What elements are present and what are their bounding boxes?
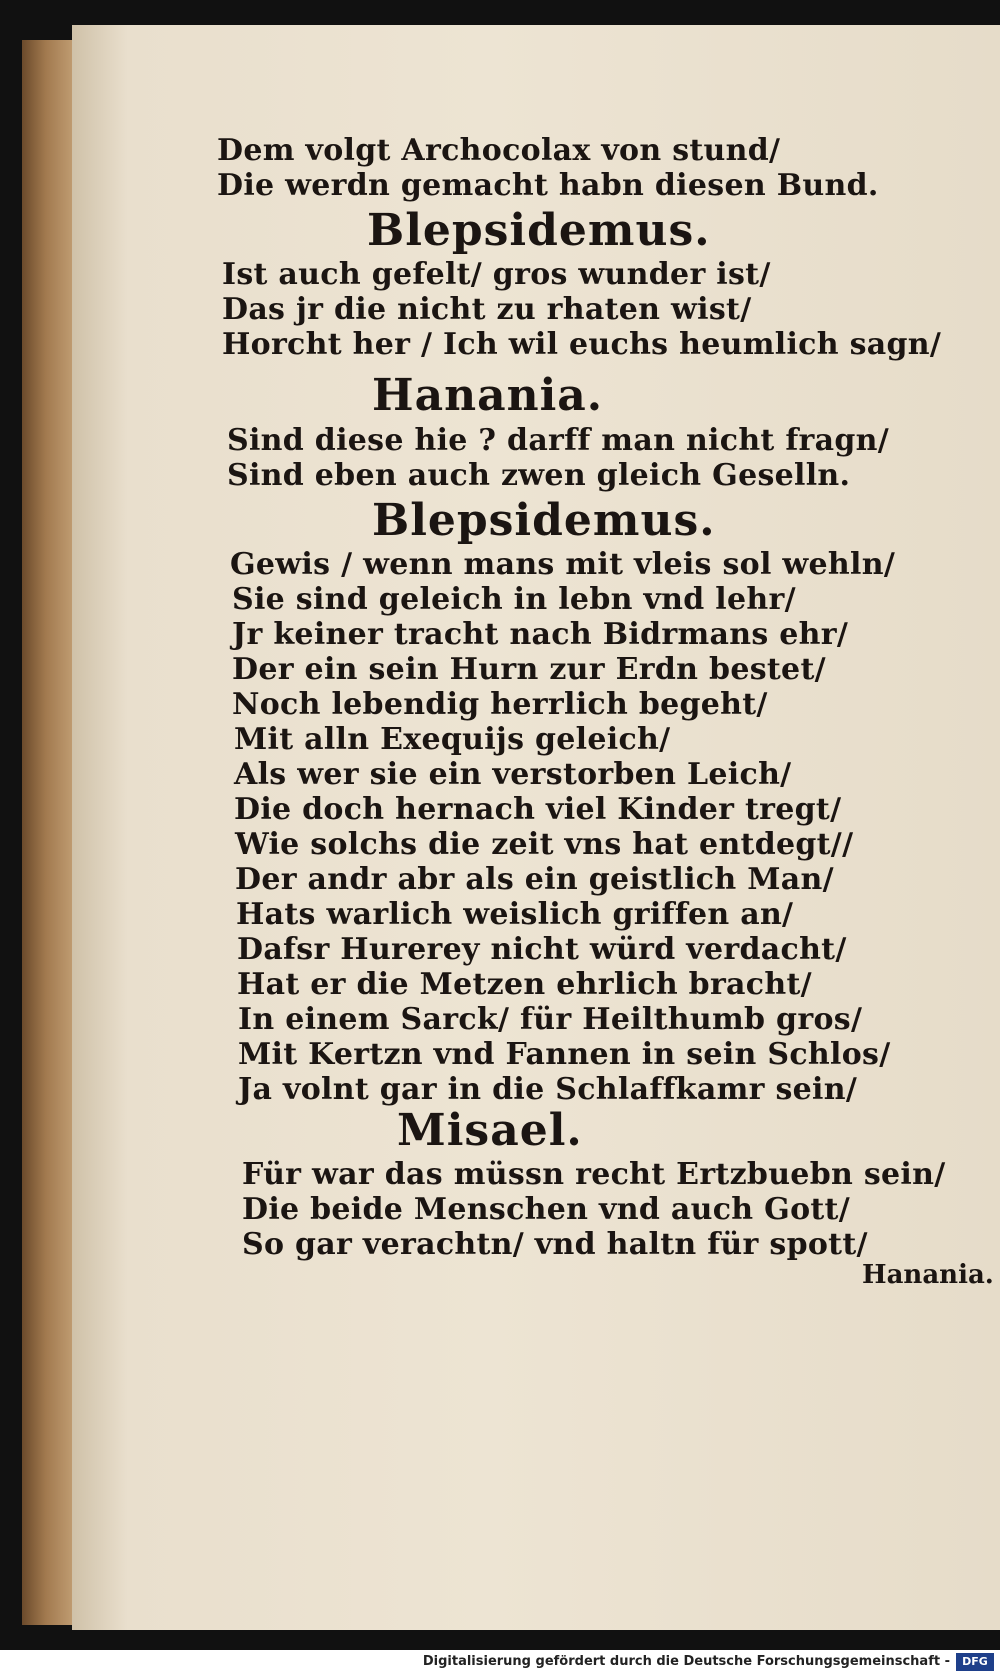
catchword: Hanania. <box>862 1260 994 1290</box>
verse-line: Der andr abr als ein geistlich Man/ <box>235 862 834 897</box>
footer-bar <box>0 1650 1000 1676</box>
verse-line: Hats warlich weislich griffen an/ <box>236 897 794 932</box>
verse-line: Gewis / wenn mans mit vleis sol wehln/ <box>230 547 896 582</box>
verse-line: Sind eben auch zwen gleich Geselln. <box>227 458 851 493</box>
verse-line: Horcht her / Ich wil euchs heumlich sagn/ <box>222 327 942 362</box>
verse-line: Ja volnt gar in die Schlaffkamr sein/ <box>238 1072 858 1107</box>
speaker-heading: Blepsidemus. <box>372 495 716 546</box>
book-page <box>72 25 1000 1630</box>
footer-credit: Digitalisierung gefördert durch die Deutsche Forschungsgemeinschaft - <box>422 1654 950 1669</box>
verse-line: Mit alln Exequijs geleich/ <box>234 722 671 757</box>
verse-line: Der ein sein Hurn zur Erdn bestet/ <box>232 652 826 687</box>
verse-line: Die beide Menschen vnd auch Gott/ <box>242 1192 850 1227</box>
verse-line: Wie solchs die zeit vns hat entdegt// <box>235 827 854 862</box>
speaker-heading: Blepsidemus. <box>367 205 711 256</box>
verse-line: Jr keiner tracht nach Bidrmans ehr/ <box>232 617 849 652</box>
verse-line: Als wer sie ein verstorben Leich/ <box>234 757 792 792</box>
dfg-logo: DFG <box>956 1653 994 1671</box>
verse-line: Mit Kertzn vnd Fannen in sein Schlos/ <box>238 1037 891 1072</box>
speaker-heading: Hanania. <box>372 370 604 421</box>
verse-line: Noch lebendig herrlich begeht/ <box>232 687 768 722</box>
verse-line: Hat er die Metzen ehrlich bracht/ <box>237 967 812 1002</box>
verse-line: Sie sind geleich in lebn vnd lehr/ <box>232 582 796 617</box>
verse-line: Sind diese hie ? darff man nicht fragn/ <box>227 423 890 458</box>
verse-line: So gar verachtn/ vnd haltn für spott/ <box>242 1227 868 1262</box>
verse-line: Das jr die nicht zu rhaten wist/ <box>222 292 752 327</box>
verse-line: Ist auch gefelt/ gros wunder ist/ <box>222 257 771 292</box>
verse-line: Dem volgt Archocolax von stund/ <box>217 133 781 168</box>
verse-line: Die werdn gemacht habn diesen Bund. <box>217 168 879 203</box>
verse-line: Die doch hernach viel Kinder tregt/ <box>234 792 842 827</box>
speaker-heading: Misael. <box>397 1105 583 1156</box>
verse-line: Für war das müssn recht Ertzbuebn sein/ <box>242 1157 946 1192</box>
verse-line: In einem Sarck/ für Heilthumb gros/ <box>238 1002 863 1037</box>
verse-line: Dafsr Hurerey nicht würd verdacht/ <box>237 932 847 967</box>
